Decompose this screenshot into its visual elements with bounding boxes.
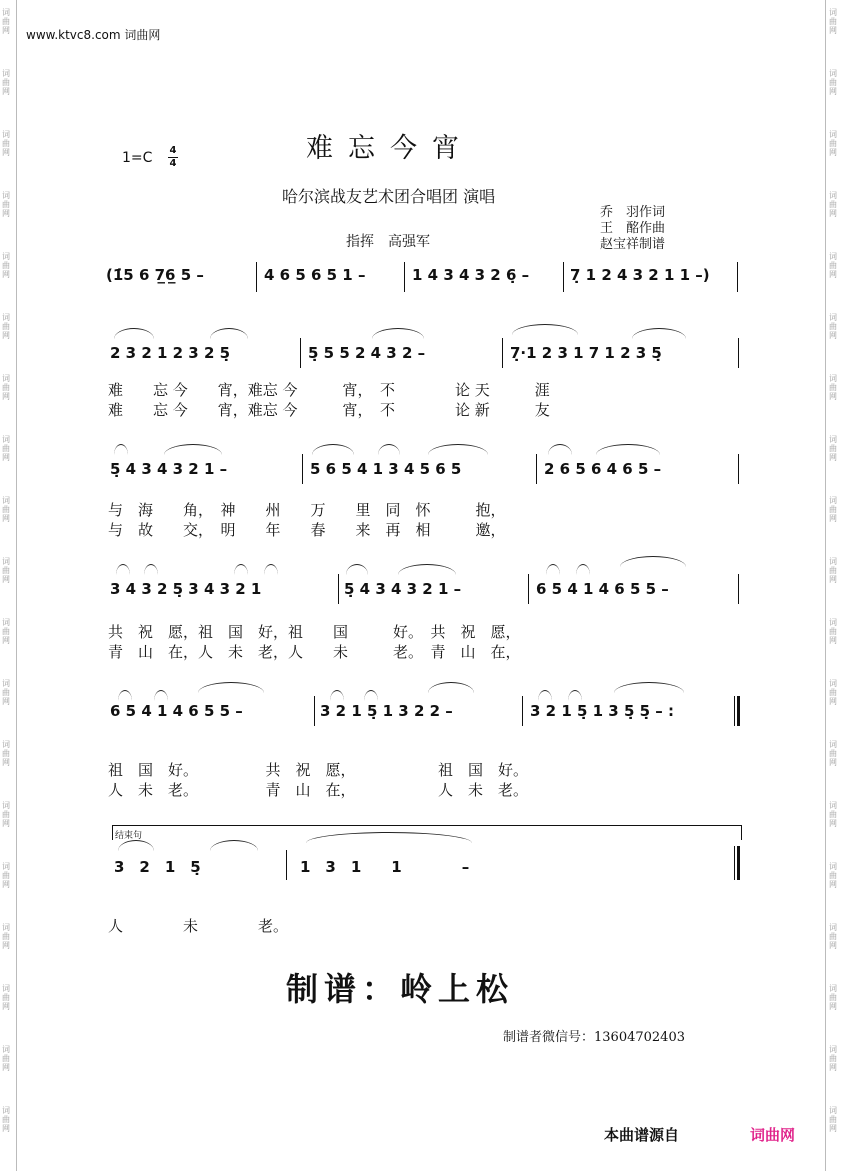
barline xyxy=(536,454,537,484)
slur xyxy=(154,690,168,701)
watermark-text: 词 曲 网 xyxy=(829,1106,837,1133)
watermark-text: 词 曲 网 xyxy=(829,801,837,828)
slur xyxy=(428,682,474,693)
watermark-text: 词 曲 网 xyxy=(829,435,837,462)
row6-bar2: 1 3 1 1 – xyxy=(300,858,470,876)
row5-lyrics-2: 人 未 老。 青 山 在， 人 未 老。 xyxy=(108,781,529,799)
row3-lyrics-1: 与 海 角， 神 州 万 里 同 怀 抱， xyxy=(108,501,506,519)
row2-bar1: 2 3 2 1 2 3 2 5̣ xyxy=(110,344,231,362)
watermark-text: 词 曲 网 xyxy=(2,557,10,584)
slur xyxy=(596,444,660,455)
watermark-text: 词 曲 网 xyxy=(2,435,10,462)
slur xyxy=(620,556,686,567)
watermark-text: 词 曲 网 xyxy=(2,313,10,340)
row2-lyrics-1: 难 忘 今 宵，难忘 今 宵， 不 论 天 涯 xyxy=(108,381,550,399)
slur xyxy=(576,564,590,575)
row5-lyrics-1: 祖 国 好。 共 祝 愿， 祖 国 好。 xyxy=(108,761,529,779)
row3-bar2: 5 6 5 4 1 3 4 5 6 5 xyxy=(310,460,462,478)
barline xyxy=(737,262,738,292)
barline xyxy=(738,574,739,604)
slur xyxy=(538,690,552,701)
watermark-text: 词 曲 网 xyxy=(2,862,10,889)
watermark-text: 词 曲 网 xyxy=(2,1045,10,1072)
slur xyxy=(264,564,278,575)
row5-bar3: 3 2 1 5̣ 1 3 5̣ 5̣ – : xyxy=(530,702,674,720)
final-barline-thick xyxy=(737,846,740,880)
row4-lyrics-2: 青 山 在，人 未 老，人 未 老。 青 山 在， xyxy=(108,643,521,661)
barline xyxy=(302,454,303,484)
watermark-text: 词 曲 网 xyxy=(829,679,837,706)
right-watermark-strip xyxy=(825,0,842,1171)
watermark-text: 词 曲 网 xyxy=(2,801,10,828)
watermark-text: 词 曲 网 xyxy=(829,740,837,767)
watermark-text: 词 曲 网 xyxy=(2,618,10,645)
watermark-text: 词 曲 网 xyxy=(2,69,10,96)
barline xyxy=(314,696,315,726)
slur xyxy=(632,328,686,339)
slur xyxy=(114,328,154,339)
row2-bar2: 5̣ 5 5 2 4 3 2 – xyxy=(308,344,426,362)
slur xyxy=(210,328,248,339)
row1-bar1: (1̇5 6 7̲6̲ 5 – xyxy=(106,266,204,284)
watermark-text: 词 曲 网 xyxy=(829,862,837,889)
slur xyxy=(364,690,378,701)
credit-composer: 王 酩作曲 xyxy=(600,221,666,236)
watermark-text: 词 曲 网 xyxy=(829,191,837,218)
slur xyxy=(428,444,488,455)
watermark-text: 词 曲 网 xyxy=(829,130,837,157)
row6-lyrics: 人 未 老。 xyxy=(108,917,289,935)
ending-label: 结束句 xyxy=(115,831,143,841)
row1-bar4: 7̣ 1 2 4 3 2 1 1 –) xyxy=(570,266,710,284)
song-title: 难忘今宵 xyxy=(306,133,474,164)
watermark-text: 词 曲 网 xyxy=(2,374,10,401)
slur xyxy=(312,444,354,455)
site-label[interactable]: www.ktvc8.com 词曲网 xyxy=(26,28,161,42)
slur xyxy=(210,840,258,851)
watermark-text: 词 曲 网 xyxy=(829,557,837,584)
barline xyxy=(338,574,339,604)
watermark-text: 词 曲 网 xyxy=(829,8,837,35)
conductor: 指挥 高强军 xyxy=(346,234,430,250)
slur xyxy=(512,324,578,335)
barline xyxy=(286,850,287,880)
slur xyxy=(198,682,264,693)
row1-bar2: 4 6 5 6 5 1 – xyxy=(264,266,366,284)
slur xyxy=(378,444,400,455)
watermark-text: 词 曲 网 xyxy=(2,679,10,706)
row5-bar2: 3 2 1 5̣ 1 3 2 2 – xyxy=(320,702,453,720)
left-watermark-strip xyxy=(0,0,17,1171)
barline xyxy=(738,454,739,484)
time-signature: 4 4 xyxy=(169,145,177,169)
slur xyxy=(116,564,130,575)
row3-lyrics-2: 与 故 交， 明 年 春 来 再 相 邀， xyxy=(108,521,506,539)
credit-transcriber: 赵宝祥制谱 xyxy=(600,237,666,252)
source-brand-link[interactable]: 词曲网 xyxy=(750,1126,796,1144)
barline xyxy=(300,338,301,368)
slur xyxy=(372,328,424,339)
watermark-text: 词 曲 网 xyxy=(829,1045,837,1072)
slur xyxy=(346,564,368,575)
barline xyxy=(256,262,257,292)
barline xyxy=(522,696,523,726)
row4-lyrics-1: 共 祝 愿，祖 国 好，祖 国 好。 共 祝 愿， xyxy=(108,623,521,641)
barline xyxy=(404,262,405,292)
barline xyxy=(528,574,529,604)
barline xyxy=(563,262,564,292)
watermark-text: 词 曲 网 xyxy=(829,374,837,401)
row2-bar3: 7̣·1 2 3 1 7 1 2 3 5̣ xyxy=(510,344,662,362)
watermark-text: 词 曲 网 xyxy=(2,191,10,218)
row3-bar3: 2 6 5 6 4 6 5 – xyxy=(544,460,662,478)
wechat-contact: 制谱者微信号：13604702403 xyxy=(503,1030,685,1045)
watermark-text: 词 曲 网 xyxy=(829,69,837,96)
slur xyxy=(614,682,684,693)
transcriber-signature: 制谱：岭上松 xyxy=(286,970,515,1008)
slur xyxy=(114,444,128,455)
slur xyxy=(144,564,158,575)
watermark-text: 词 曲 网 xyxy=(2,496,10,523)
watermark-text: 词 曲 网 xyxy=(829,618,837,645)
slur xyxy=(546,564,560,575)
barline xyxy=(734,696,735,726)
slur xyxy=(568,690,582,701)
row2-lyrics-2: 难 忘 今 宵，难忘 今 宵， 不 论 新 友 xyxy=(108,401,550,419)
row3-bar1: 5̣ 4 3 4 3 2 1 – xyxy=(110,460,228,478)
watermark-text: 词 曲 网 xyxy=(2,1106,10,1133)
row4-bar3: 6 5 4 1 4 6 5 5 – xyxy=(536,580,669,598)
credit-lyricist: 乔 羽作词 xyxy=(600,205,666,220)
row1-bar3: 1 4 3 4 3 2 6̣ – xyxy=(412,266,530,284)
watermark-text: 词 曲 网 xyxy=(2,984,10,1011)
watermark-text: 词 曲 网 xyxy=(829,313,837,340)
source-label: 本曲谱源自 xyxy=(604,1126,680,1144)
slur xyxy=(548,444,572,455)
barline xyxy=(502,338,503,368)
watermark-text: 词 曲 网 xyxy=(2,8,10,35)
slur xyxy=(164,444,222,455)
slur xyxy=(398,564,456,575)
watermark-text: 词 曲 网 xyxy=(829,923,837,950)
watermark-text: 词 曲 网 xyxy=(2,740,10,767)
watermark-text: 词 曲 网 xyxy=(829,252,837,279)
slur xyxy=(330,690,344,701)
slur xyxy=(118,840,154,851)
repeat-end-barline xyxy=(737,696,740,726)
final-barline-thin xyxy=(734,846,735,880)
watermark-text: 词 曲 网 xyxy=(2,252,10,279)
row4-bar2: 5̣ 4 3 4 3 2 1 – xyxy=(344,580,462,598)
row6-bar1: 3 2 1 5̣ xyxy=(114,858,201,876)
barline xyxy=(738,338,739,368)
watermark-text: 词 曲 网 xyxy=(829,984,837,1011)
slur xyxy=(118,690,132,701)
watermark-text: 词 曲 网 xyxy=(2,923,10,950)
row5-bar1: 6 5 4 1 4 6 5 5 – xyxy=(110,702,243,720)
row4-bar1: 3 4 3 2 5̣ 3 4 3 2 1 xyxy=(110,580,262,598)
performer: 哈尔滨战友艺术团合唱团 演唱 xyxy=(282,187,496,206)
key-signature: 1=C xyxy=(122,150,153,166)
slur xyxy=(234,564,248,575)
watermark-text: 词 曲 网 xyxy=(2,130,10,157)
watermark-text: 词 曲 网 xyxy=(829,496,837,523)
